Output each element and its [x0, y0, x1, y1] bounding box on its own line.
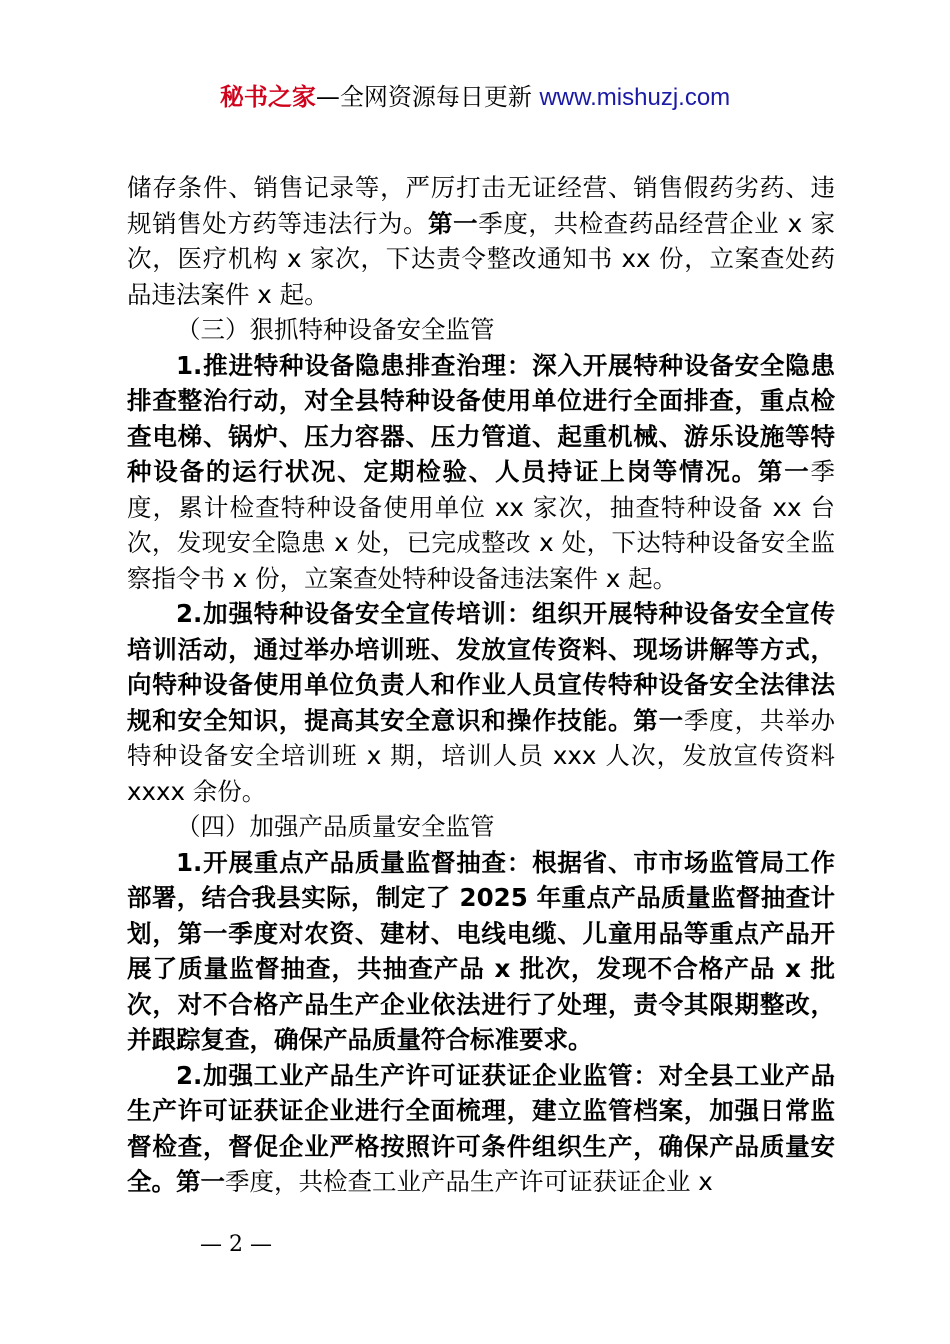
- brand-name: 秘书之家: [219, 83, 316, 111]
- paragraph-hazard-check: 1.推进特种设备隐患排查治理：深入开展特种设备安全隐患排查整治行动，对全县特种设备使用单位进行全面排查，重点检查电梯、锅炉、压力容器、压力管道、起重机械、游乐设施等特种设备的运行状况、定期检验、人员持证上岗等情况。第一季度，累计检查特种设备使用单位 xx 家次，抽查特种设备 xx 台次，发现安全隐患 x 处，已完成整改 x 处，下达特种设备安全监察指令书 x 份，立案查处特种设备违法案件 x 起。: [127, 350, 835, 593]
- section-heading-4: （四）加强产品质量安全监管: [176, 812, 495, 841]
- paragraph-drug-inspection: 储存条件、销售记录等，严厉打击无证经营、销售假药劣药、违规销售处方药等违法行为。第一季度，共检查药品经营企业 x 家次，医疗机构 x 家次，下达责令整改通知书 xx 份，立案查处药品违法案件 x 起。: [127, 173, 836, 309]
- header-tagline: —全网资源每日更新: [315, 83, 540, 111]
- page-number: — 2 —: [200, 1232, 272, 1257]
- site-header: [0, 80, 950, 115]
- section-heading-3: （三）狠抓特种设备安全监管: [176, 315, 495, 344]
- paragraph-safety-training: 2.加强特种设备安全宣传培训：组织开展特种设备安全宣传培训活动，通过举办培训班、发放宣传资料、现场讲解等方式，向特种设备使用单位负责人和作业人员宣传特种设备安全法律法规和安全知识，提高其安全意识和操作技能。第一季度，共举办特种设备安全培训班 x 期，培训人员 xxx 人次，发放宣传资料 xxxx 余份。: [127, 599, 836, 806]
- paragraph-quality-sampling: 1.开展重点产品质量监督抽查：根据省、市市场监管局工作部署，结合我县实际，制定了 2025 年重点产品质量监督抽查计划，第一季度对农资、建材、电线电缆、儿童用品等重点产品开展了质量监督抽查，共抽查产品 x 批次，发现不合格产品 x 批次，对不合格产品生产企业依法进行了处理，责令其限期整改，并跟踪复查，确保产品质量符合标准要求。: [127, 847, 835, 1054]
- paragraph-license-supervision: 2.加强工业产品生产许可证获证企业监管：对全县工业产品生产许可证获证企业进行全面梳理，建立监管档案，加强日常监督检查，督促企业严格按照许可条件组织生产，确保产品质量安全。第一季度，共检查工业产品生产许可证获证企业 x: [127, 1060, 835, 1196]
- document-body: [127, 170, 835, 1200]
- site-url[interactable]: www.mishuzj.com: [539, 84, 731, 111]
